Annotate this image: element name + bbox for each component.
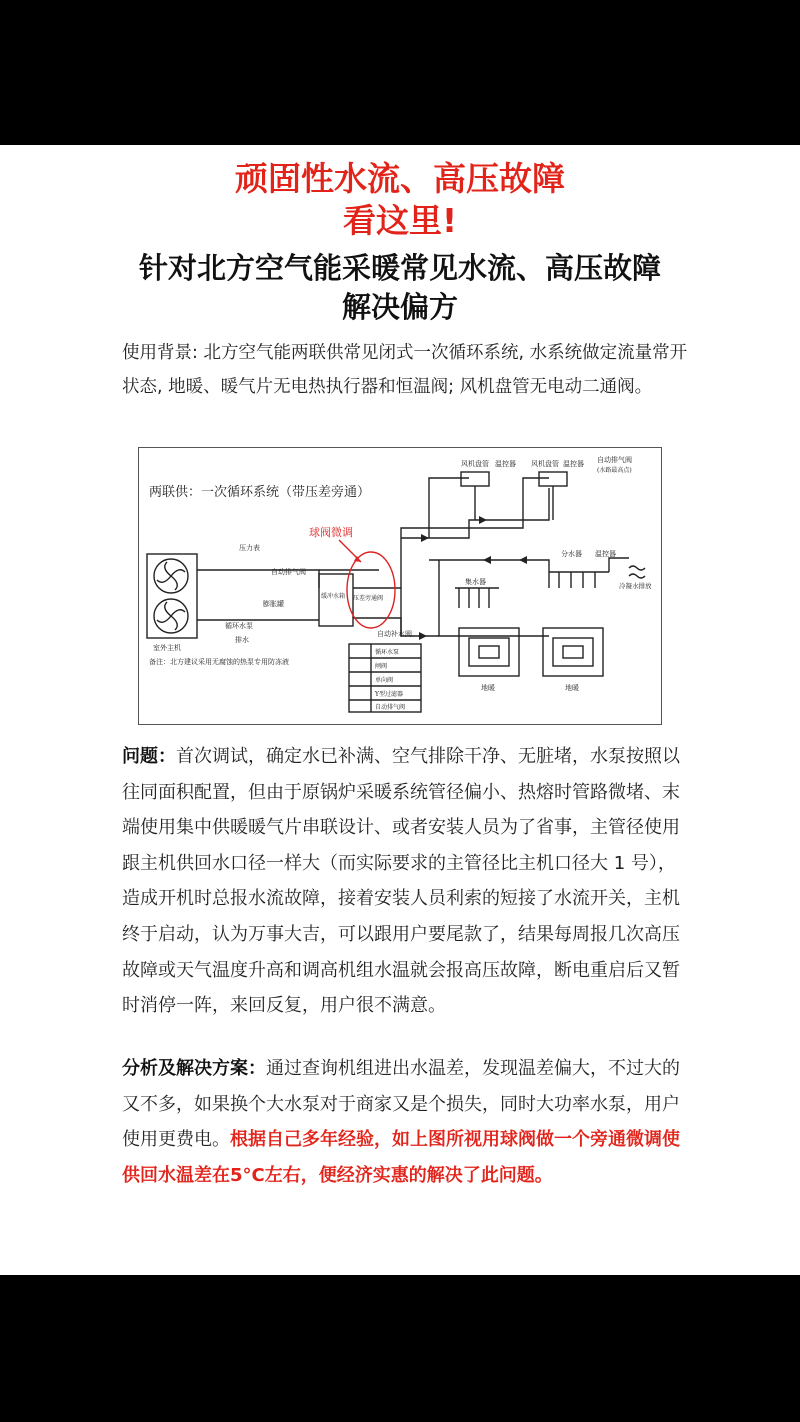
label-distributor: 分水器 bbox=[561, 550, 582, 558]
solution-paragraph bbox=[122, 1051, 692, 1193]
label-pump: 循环水泵 bbox=[225, 622, 253, 630]
article-page bbox=[0, 145, 800, 1275]
outdoor-unit-box bbox=[147, 554, 197, 638]
label-fan-coil-2: 风机盘管 bbox=[531, 460, 559, 468]
label-bypass: 压差旁通阀 bbox=[353, 595, 384, 602]
legend-item-4: Y型过滤器 bbox=[375, 691, 403, 698]
label-expansion-tank: 膨胀罐 bbox=[263, 600, 284, 608]
label-floor-2: 地暖 bbox=[565, 684, 579, 692]
label-floor-1: 地暖 bbox=[481, 684, 495, 692]
solution-lead: 分析及解决方案： bbox=[122, 1058, 266, 1079]
problem-lead: 问题： bbox=[122, 746, 176, 767]
legend-item-5: 自动排气阀 bbox=[375, 704, 406, 711]
legend-item-3: 单向阀 bbox=[375, 677, 394, 684]
bypass-callout-circle bbox=[347, 552, 395, 628]
solution-highlight: 根据自己多年经验，如上图所视用球阀做一个旁通微调使供回水温差在5°C左右，便经济实惠的解决了此问题。 bbox=[122, 1129, 680, 1186]
headline-red-line-1: 顽固性水流、高压故障 bbox=[235, 159, 565, 198]
legend-item-1: 循环水泵 bbox=[375, 649, 400, 656]
label-thermostat-2: 温控器 bbox=[563, 460, 584, 468]
label-thermostat-1: 温控器 bbox=[495, 460, 516, 468]
diagram-title: 两联供：一次循环系统（带压差旁通） bbox=[149, 485, 371, 500]
label-auto-vent-top-note: (水路最高点) bbox=[597, 467, 632, 474]
solution-text: 通过查询机组进出水温差，发现温差偏大，不过大的又不多，如果换个大水泵对于商家又是个损失，同时大功率水泵，用户使用更费电。 bbox=[122, 1058, 680, 1151]
label-outdoor-unit: 室外主机 bbox=[153, 644, 181, 652]
title-line-1: 针对北方空气能采暖常见水流、高压故障 bbox=[138, 251, 661, 285]
headline-red-line-2: 看这里! bbox=[342, 201, 458, 240]
label-condensate: 冷凝水排放 bbox=[619, 582, 652, 590]
label-pressure-gauge: 压力表 bbox=[239, 544, 260, 552]
diagram-callout: 球阀微调 bbox=[309, 526, 353, 539]
label-drain: 排水 bbox=[235, 636, 249, 644]
label-auto-vent-top: 自动排气阀 bbox=[597, 456, 632, 464]
system-diagram bbox=[138, 447, 662, 725]
title-line-2: 解决偏方 bbox=[341, 290, 458, 324]
label-tank: 缓冲水箱 bbox=[321, 593, 346, 600]
problem-paragraph bbox=[122, 739, 692, 1024]
fan-coil-2-box bbox=[539, 472, 567, 486]
background-paragraph: 使用背景: 北方空气能两联供常见闭式一次循环系统, 水系统做定流量常开状态, 地暖、暖气片无电热执行器和恒温阀; 风机盘管无电动二通阀。 bbox=[122, 343, 688, 397]
fan-coil-1-box bbox=[461, 472, 489, 486]
floor-loop-1 bbox=[459, 628, 519, 676]
problem-text: 首次调试，确定水已补满、空气排除干净、无脏堵，水泵按照以往同面积配置，但由于原锅炉采暖系统管径偏小、热熔时管路微堵、末端使用集中供暖暖气片串联设计、或者安装人员为了省事，主管径使用跟主机供回水口径一样大（而实际要求的主管径比主机口径大 1 号），造成开机时总报水流故障，接着安装人员利索的短接了水流开关，主机终于启动，认为万事大吉，可以跟用户要尾款了，结果每周报几次高压故障或天气温度升高和调高机组水温就会报高压故障，断电重启后又暂时消停一阵，来回反复，用户很不满意。 bbox=[122, 746, 680, 1017]
label-fan-coil-1: 风机盘管 bbox=[461, 460, 489, 468]
label-auto-vent: 自动排气阀 bbox=[271, 568, 306, 576]
label-manifold: 集水器 bbox=[465, 578, 486, 586]
diagram-note: 备注：北方建议采用无腐蚀的热泵专用防冻液 bbox=[149, 658, 289, 666]
floor-loop-2 bbox=[543, 628, 603, 676]
label-auto-fill: 自动补水阀 bbox=[377, 630, 412, 638]
legend-item-2: 闸阀 bbox=[375, 663, 388, 670]
label-thermostat-3: 温控器 bbox=[595, 550, 616, 558]
